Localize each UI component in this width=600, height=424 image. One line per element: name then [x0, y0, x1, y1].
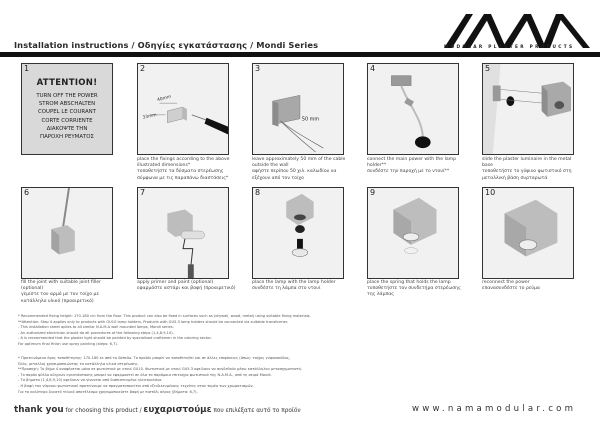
note: - This installation sheet aplies to all similar N.A.M.A wall mounted lamps, Mondi series.: [18, 325, 174, 330]
step-4-caption: [367, 157, 467, 176]
caption-en: place the lamp with the lamp holder: [252, 280, 336, 285]
step-number: 10: [485, 188, 496, 197]
step-number: 4: [370, 64, 376, 73]
note: - Το παρόν φύλλο οδηγιών εγκατάστασης μπορεί να εφαρμοστεί σε όλα τα παρόμοια επιτοίχια φωτιστικά της N.A.M.A., από τη σειρά Mondi.: [18, 372, 272, 377]
power-lamp-holder-illustration: [368, 64, 458, 154]
caption-gr: τοποθετήστε το γύψινο φωτιστικό στη μεταλλική βάση συρταρωτά: [482, 169, 572, 181]
step-number: 2: [140, 64, 146, 73]
step-5-panel: [482, 63, 574, 155]
note: * Προτεινόμενο ύψος τοποθέτησης: 170-180 εκ από το δάπεδο. Το προϊόν μπορεί να τοποθετηθεί και σε άλλες επιφάνειες (όπως: τοίχος γυψοσανίδας,: [18, 356, 291, 360]
step-number: 7: [140, 188, 146, 197]
caption-gr: επανασυνδέστε το ρεύμα: [482, 286, 540, 292]
thanks-en-text: for choosing this product /: [63, 408, 144, 414]
step-7-caption: [137, 280, 237, 292]
step-5-caption: [482, 157, 582, 182]
svg-text:40mm: 40mm: [156, 94, 172, 104]
step-number: 9: [370, 188, 376, 197]
caption-gr: συνδέστε τη λάμπα στο ντουί: [252, 286, 321, 292]
logo-subtitle: MODULAR PLASTER PRODUCTS: [444, 45, 575, 50]
step-number: 8: [255, 188, 261, 197]
caption-gr: τοποθετήστε τον συνδετήρα στερέωσης της λάμπας: [367, 286, 461, 298]
step-number: 6: [24, 188, 30, 197]
bracket-cable-illustration: [253, 64, 343, 154]
step-4-panel: [367, 63, 459, 155]
step-9-caption: [367, 280, 467, 299]
caption-en: place the fixings according to the above illustrated dimensions*: [137, 157, 230, 169]
attention-lines: TURN OFF THE POWER STROM ABSCHALTEN COUPEL LE COURANT CORTE CORRIENTE ΔΙΑΚΟΨΤΕ ΤΗΝ ΠΑΡΟΧΗ ΡΕΥΜΑΤΟΣ: [36, 93, 98, 141]
notes-greek: [18, 356, 318, 395]
step-10-panel: [482, 187, 574, 279]
spring-clip-illustration: [368, 188, 458, 278]
note: ξύλο, μεταλλο) χρησιμοποιώντας τα κατάλληλα υλικά στερέωσης.: [18, 361, 139, 366]
step-number: 1: [24, 64, 30, 73]
notes-english: [18, 314, 318, 348]
svg-text:50 mm: 50 mm: [301, 116, 320, 123]
step-number: 3: [255, 64, 261, 73]
caption-gr: γεμίστε τον αρμό με τον τοίχο με κατάλληλο υλικό (προαιρετικό): [21, 292, 99, 304]
note: * Recommended fixing height: 170-180 cm from the floor. This product can also be fixed in surfaces such as (drywall, wood, metal) using suitable fixing materials.: [18, 314, 311, 318]
note: - Η βαφή του γύψινου φωτιστικού προτείνουμε να πραγματοποιείται από εξειδικευμένους τεχνίτες στον τομέα των χρωματισμών.: [18, 383, 254, 388]
reconnected-luminaire-illustration: [483, 188, 573, 278]
nama-logo-icon: [444, 8, 592, 50]
caption-en: place the spring that holds the lamp: [367, 280, 451, 285]
step-10-caption: [482, 280, 582, 292]
lamp-insert-illustration: [253, 188, 343, 278]
step-7-panel: [137, 187, 229, 279]
svg-text:33mm: 33mm: [142, 112, 158, 121]
attention-title: ATTENTION!: [36, 78, 98, 88]
thanks-en: thank you: [14, 405, 64, 415]
note: **Προσοχή: Το βήμα 4 αναφέρεται μόνο σε φωτιστικά με ντουί GU10. Φωτιστικά με ντουί GU5.3 οφείλουν να συνδεθούν μέσω κατάλληλου μετασχηματιστή.: [18, 367, 303, 372]
header-rule: [0, 52, 600, 57]
footer-thanks: [14, 405, 301, 415]
caption-gr: τοποθετήστε τα δύσματα στερέωσης σύμφωνα με τις παραπάνω διαστάσεις*: [137, 169, 229, 181]
note: For optimum final finish use spray painting (steps: 6,7).: [18, 341, 118, 346]
thanks-gr: ευχαριστούμε: [143, 405, 212, 415]
caption-gr: αφήστε περίπου 50 χιλ. καλωδίου να εξέχουν από τον τοίχο: [252, 169, 337, 181]
note: - It is recommended that the plaster light should be painted by specialised craftsmen in the coloring sector.: [18, 336, 212, 341]
joint-filler-illustration: [22, 188, 112, 278]
paint-roller-illustration: [138, 188, 228, 278]
step-8-caption: [252, 280, 352, 292]
slide-luminaire-illustration: [483, 64, 573, 154]
note: **Attention: Step 4 applies only to products with GU10 lamp holders. Products with GU5.3 lamp holders should be connected via suitable transformer.: [18, 319, 289, 324]
step-3-caption: [252, 157, 352, 182]
caption-en: slide the plaster luminaire in the metal base: [482, 157, 572, 169]
step-2-panel: [137, 63, 229, 155]
caption-gr: εφαρμόστε αστάρι και βαφή (προαιρετικό): [137, 286, 236, 292]
note: - An authorized electrician should do all procedures of the following steps (1,4,8,9,10).: [18, 330, 174, 335]
caption-en: fill the joint with suitable joint filler (optional): [21, 280, 102, 292]
caption-en: connect the main power with the lamp holder**: [367, 157, 457, 169]
thanks-gr-text: που επιλέξατε αυτό το προϊόν: [211, 408, 301, 414]
caption-en: apply primer and paint (optional): [137, 280, 214, 285]
step-number: 5: [485, 64, 491, 73]
step-2-caption: [137, 157, 237, 182]
website-link[interactable]: www.namamodular.com: [412, 404, 577, 414]
caption-en: reconnect the power: [482, 280, 530, 285]
step-1-panel: [21, 63, 113, 155]
step-9-panel: [367, 187, 459, 279]
note: Για το καλύτερο δυνατό τελικό αποτέλεσμα χρησιμοποιείστε βαφή με πιστόλι αέρος (βήματα: 6,7).: [18, 389, 198, 394]
page-title: Installation instructions / Οδηγίες εγκατάστασης / Mondi Series: [14, 40, 319, 50]
note: - Τα βήματα (1,4,8,9,10) οφείλουν να γίνονται από διαπιστευμένο ηλεκτρολόγο.: [18, 378, 163, 383]
fixing-bracket-screwdriver-illustration: [138, 64, 228, 154]
step-3-panel: [252, 63, 344, 155]
step-8-panel: [252, 187, 344, 279]
step-6-panel: [21, 187, 113, 279]
step-6-caption: [21, 280, 121, 305]
caption-gr: συνδέστε την παροχή με το ντουί**: [367, 169, 450, 175]
caption-en: leave approximately 50 mm of the cable outside the wall: [252, 157, 346, 169]
